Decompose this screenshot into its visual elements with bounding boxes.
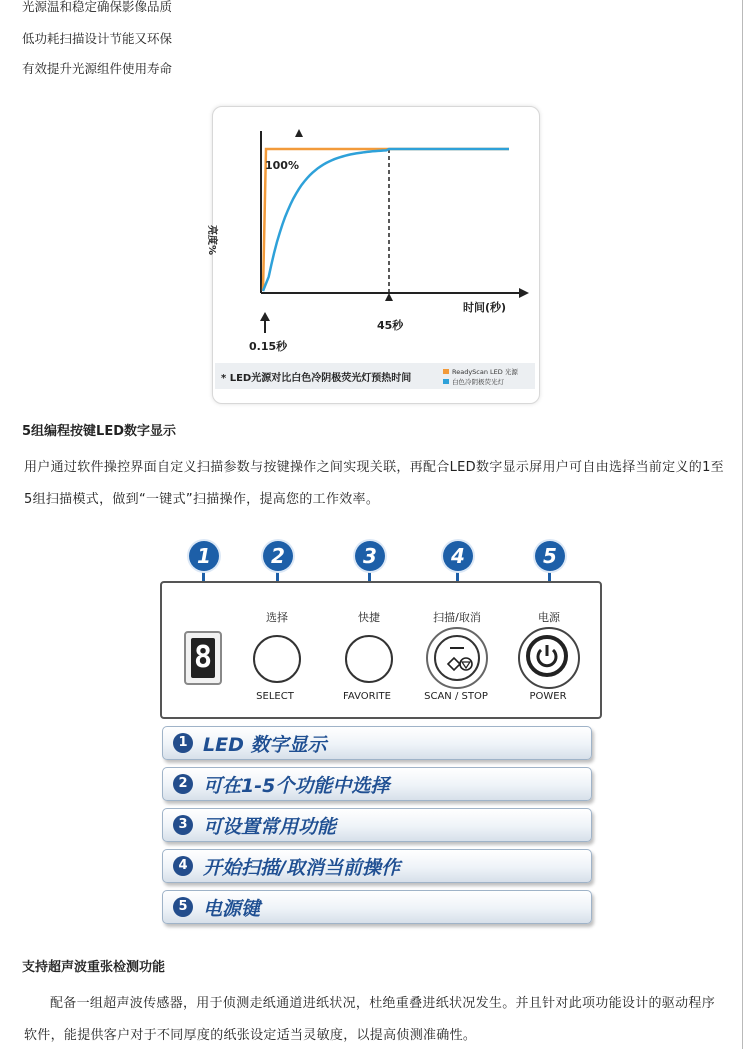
favorite-label-cn: 快捷 bbox=[358, 611, 380, 624]
mark-015-arrow bbox=[260, 312, 270, 321]
favorite-button[interactable] bbox=[345, 635, 393, 683]
x-axis-label: 时间(秒) bbox=[463, 301, 507, 314]
select-label-cn: 选择 bbox=[266, 611, 288, 624]
feature-text: 可设置常用功能 bbox=[203, 816, 337, 838]
feature-bar-5 bbox=[162, 890, 592, 924]
section2-paragraph: 配备一组超声波传感器，用于侦测走纸通道进纸状况，杜绝重叠进纸状况发生。并且针对此项功能设计的驱动程序软件，能提供客户对于不同厚度的纸张设定适当灵敏度，以提高侦测准确性。 bbox=[24, 996, 716, 1043]
y-axis-label: 亮度% bbox=[206, 225, 217, 256]
legend-led-swatch bbox=[443, 369, 449, 374]
select-button[interactable] bbox=[253, 635, 301, 683]
scan-label-en: SCAN / STOP bbox=[424, 691, 488, 702]
mark-45-arrow bbox=[385, 293, 393, 301]
chart-svg bbox=[206, 107, 539, 403]
mark-45-label: 45秒 bbox=[377, 319, 404, 332]
feature-number: 4 bbox=[173, 856, 193, 876]
led-digit: 8 bbox=[193, 640, 213, 675]
feature-bar-1 bbox=[162, 726, 592, 760]
feature-text: 开始扫描/取消当前操作 bbox=[203, 857, 400, 879]
marker-1: 1 bbox=[189, 541, 219, 571]
intro-line: 有效提升光源组件使用寿命 bbox=[22, 61, 173, 76]
feature-number: 2 bbox=[173, 774, 193, 794]
scan-stop-icon bbox=[436, 637, 478, 679]
top-marker bbox=[295, 129, 303, 137]
intro-line: 光源温和稳定确保影像品质 bbox=[22, 0, 173, 14]
legend-led-label: ReadyScan LED 光源 bbox=[452, 368, 518, 376]
favorite-label-en: FAVORITE bbox=[343, 691, 391, 702]
feature-text: 电源键 bbox=[203, 898, 261, 920]
control-panel bbox=[160, 581, 602, 719]
section2-heading: 支持超声波重张检测功能 bbox=[22, 960, 166, 975]
power-label-en: POWER bbox=[529, 691, 567, 702]
warmup-chart bbox=[206, 106, 540, 404]
series-led-line bbox=[263, 149, 509, 291]
mark-015-label: 0.15秒 bbox=[249, 340, 288, 353]
scan-stop-button[interactable] bbox=[426, 627, 488, 689]
marker-3: 3 bbox=[355, 541, 385, 571]
marker-4: 4 bbox=[443, 541, 473, 571]
series-ccfl-line bbox=[263, 149, 509, 291]
marker-5: 5 bbox=[535, 541, 565, 571]
scan-label-cn: 扫描/取消 bbox=[433, 611, 481, 624]
section1-paragraph: 用户通过软件操控界面自定义扫描参数与按键操作之间实现关联，再配合LED数字显示屏用户可自由选择当前定义的1至5组扫描模式，做到“一键式”扫描操作，提高您的工作效率。 bbox=[24, 460, 724, 507]
select-label-en: SELECT bbox=[256, 691, 294, 702]
feature-bar-2 bbox=[162, 767, 592, 801]
legend-ccfl-label: 白色冷阴极荧光灯 bbox=[452, 378, 504, 386]
chart-caption: * LED光源对比白色冷阴极荧光灯预热时间 bbox=[221, 373, 412, 384]
power-label-cn: 电源 bbox=[538, 611, 560, 624]
feature-text: 可在1-5个功能中选择 bbox=[203, 775, 390, 797]
power-button[interactable] bbox=[518, 627, 580, 689]
intro-line: 低功耗扫描设计节能又环保 bbox=[22, 31, 173, 46]
x-axis-arrow bbox=[519, 288, 529, 298]
feature-number: 5 bbox=[173, 897, 193, 917]
feature-text: LED 数字显示 bbox=[203, 734, 327, 756]
label-100: 100% bbox=[265, 159, 299, 172]
marker-2: 2 bbox=[263, 541, 293, 571]
feature-number: 1 bbox=[173, 733, 193, 753]
feature-bar-3 bbox=[162, 808, 592, 842]
feature-number: 3 bbox=[173, 815, 193, 835]
feature-bar-4 bbox=[162, 849, 592, 883]
legend-ccfl-swatch bbox=[443, 379, 449, 384]
section1-heading: 5组编程按键LED数字显示 bbox=[22, 424, 177, 439]
led-display bbox=[184, 631, 222, 685]
power-icon bbox=[530, 639, 564, 673]
